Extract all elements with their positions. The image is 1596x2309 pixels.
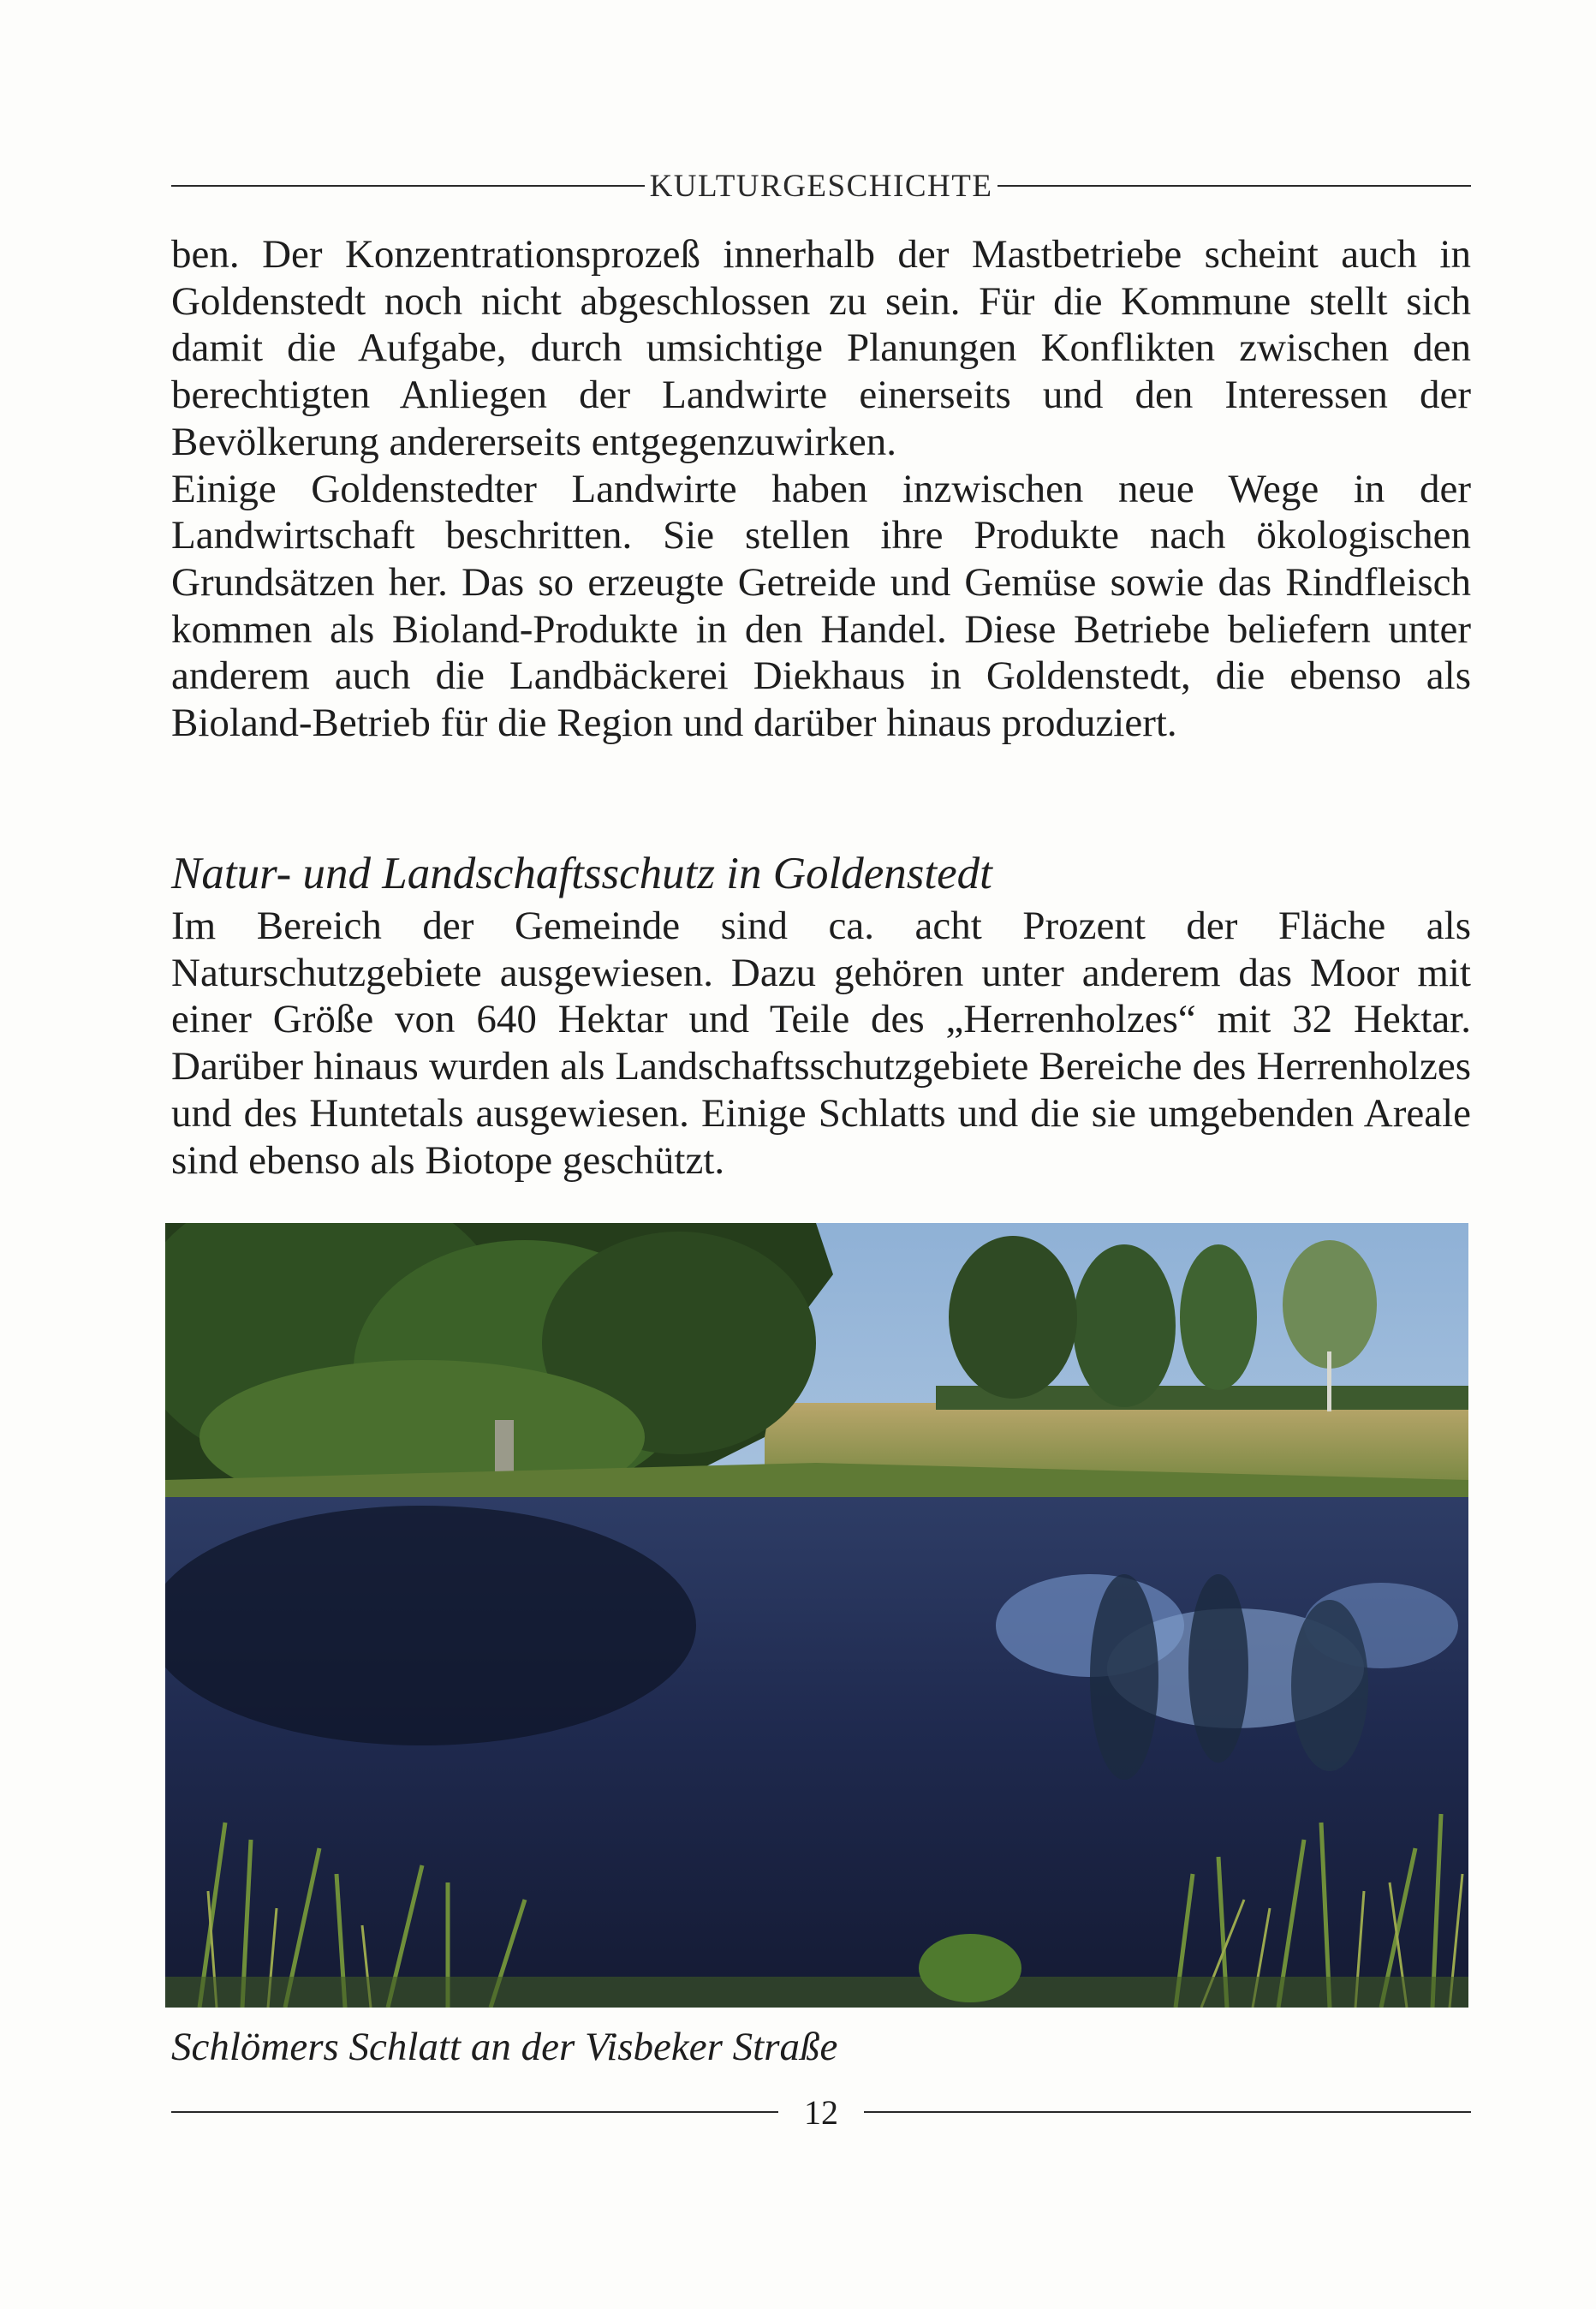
header-rule-left	[171, 185, 645, 187]
section-heading: Natur- und Landschaftsschutz in Goldenstedt	[171, 849, 992, 898]
header-rule-right	[998, 185, 1471, 187]
footer-rule-right	[864, 2111, 1471, 2113]
paragraph: Einige Goldenstedter Landwirte haben inzwischen neue Wege in der Landwirtschaft beschritten. Sie stellen ihre Produkte nach ökologischen Grundsätzen her. Das so erzeugte Getreide und Gemüse sowie das Rindfleisch kommen als Bioland-Produkte in den Handel. Diese Betriebe beliefern unter anderem auch die Landbäckerei Diekhaus in Goldenstedt, die ebenso als Bioland-Betrieb für die Region und darüber hinaus produziert.	[171, 466, 1471, 746]
page-number: 12	[804, 2092, 838, 2132]
running-header	[171, 165, 1471, 206]
photo-caption: Schlömers Schlatt an der Visbeker Straße	[171, 2025, 838, 2069]
footer-rule-left	[171, 2111, 778, 2113]
header-title: KULTURGESCHICHTE	[649, 168, 993, 204]
pond-photo	[165, 1223, 1468, 2008]
section-text	[171, 903, 1471, 1184]
page-footer	[171, 2091, 1471, 2133]
paragraph: Im Bereich der Gemeinde sind ca. acht Prozent der Fläche als Naturschutzgebiete ausgewiesen. Dazu gehören unter anderem das Moor mit einer Größe von 640 Hektar und Teile des „Herrenholzes“ mit 32 Hektar. Darüber hinaus wurden als Landschaftsschutzgebiete Bereiche des Herrenholzes und des Huntetals ausgewiesen. Einige Schlatts und die sie umgebenden Areale sind ebenso als Biotope geschützt.	[171, 904, 1471, 1183]
body-text	[171, 231, 1471, 747]
pond-landscape-illustration	[165, 1223, 1468, 2008]
paragraph: ben. Der Konzentrationsprozeß innerhalb der Mastbetriebe scheint auch in Goldenstedt noch nicht abgeschlossen zu sein. Für die Kommune stellt sich damit die Aufgabe, durch umsichtige Planungen Konflikten zwischen den berechtigten Anliegen der Landwirte einerseits und den Interessen der Bevölkerung andererseits entgegenzuwirken.	[171, 232, 1471, 464]
